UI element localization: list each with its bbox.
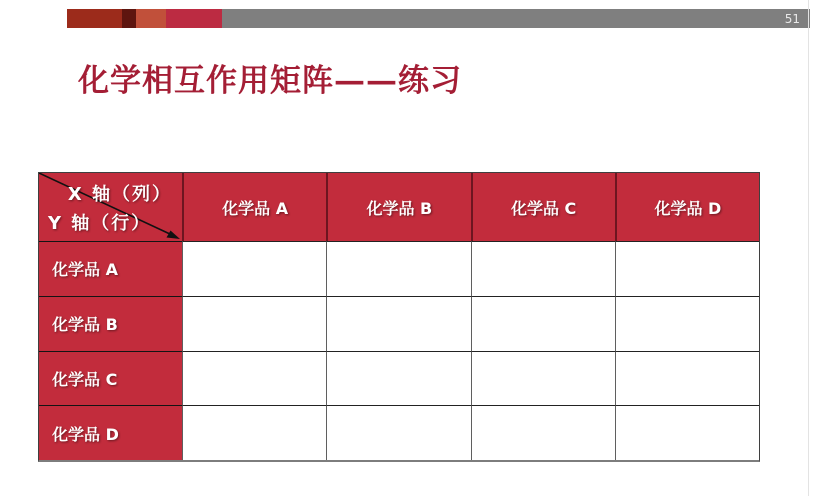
matrix-cell-a-c	[471, 241, 615, 296]
chemical-interaction-matrix-table	[38, 172, 760, 462]
top-bar	[67, 9, 810, 28]
bar-segment-1	[67, 9, 122, 28]
column-header-chemical-a: 化学品 A	[182, 173, 326, 241]
slide-title: 化学相互作用矩阵——练习	[78, 63, 462, 99]
bar-segment-4	[166, 9, 222, 28]
bar-segment-3	[136, 9, 166, 28]
x-axis-label: X 轴（列）	[67, 184, 172, 205]
matrix-cell-d-a	[182, 405, 326, 460]
matrix-cell-d-d	[615, 405, 759, 460]
matrix-cell-c-c	[471, 351, 615, 406]
matrix-cell-d-c	[471, 405, 615, 460]
matrix-cell-b-a	[182, 296, 326, 351]
matrix-cell-a-b	[326, 241, 470, 296]
corner-axis-cell	[39, 173, 182, 241]
matrix-cell-b-c	[471, 296, 615, 351]
column-header-chemical-d: 化学品 D	[615, 173, 759, 241]
column-header-chemical-c: 化学品 C	[471, 173, 615, 241]
page-number: 51	[784, 11, 800, 26]
column-header-chemical-b: 化学品 B	[326, 173, 470, 241]
row-header-chemical-d: 化学品 D	[39, 405, 182, 460]
matrix-cell-a-d	[615, 241, 759, 296]
y-axis-label: Y 轴（行）	[48, 213, 152, 234]
row-header-chemical-a: 化学品 A	[39, 241, 182, 296]
matrix-cell-a-a	[182, 241, 326, 296]
matrix-cell-b-b	[326, 296, 470, 351]
matrix-cell-c-d	[615, 351, 759, 406]
bar-gray-segment	[222, 9, 810, 28]
matrix-cell-c-b	[326, 351, 470, 406]
slide-edge-divider	[808, 0, 809, 496]
matrix-cell-b-d	[615, 296, 759, 351]
bar-segment-2	[122, 9, 136, 28]
row-header-chemical-b: 化学品 B	[39, 296, 182, 351]
matrix-cell-c-a	[182, 351, 326, 406]
matrix-cell-d-b	[326, 405, 470, 460]
row-header-chemical-c: 化学品 C	[39, 351, 182, 406]
